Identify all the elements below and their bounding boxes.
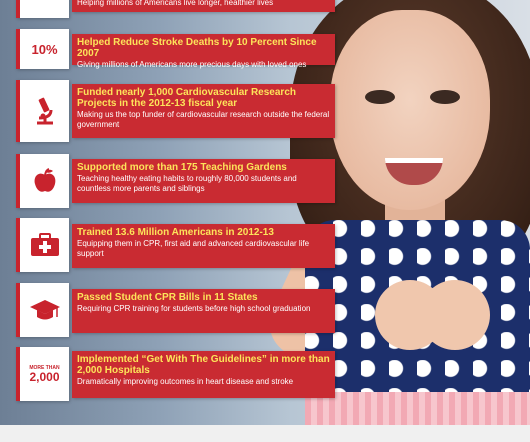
stat-headline: Supported more than 175 Teaching Gardens	[77, 162, 287, 173]
stat-banner	[72, 0, 335, 12]
more-than-label: MORE THAN	[29, 364, 60, 371]
stat-subtext: Giving millions of Americans more precious days with loved ones	[77, 60, 307, 69]
stat-headline: Helped Reduce Stroke Deaths by 10 Percent Since 2007	[77, 37, 317, 59]
stat-tile	[16, 154, 69, 208]
stat-subtext: Dramatically improving outcomes in heart disease and stroke	[77, 377, 294, 386]
stat-tile	[16, 283, 69, 337]
microscope-icon	[32, 96, 58, 126]
stat-subtext: Making us the top funder of cardiovascular research outside the federal government	[77, 110, 330, 129]
stat-subtext: Equipping them in CPR, first aid and advanced cardiovascular life support	[77, 239, 310, 258]
bottom-strip	[0, 425, 530, 442]
heart-hands	[365, 265, 495, 375]
right-eye	[430, 90, 460, 104]
graduation-cap-icon	[29, 298, 61, 322]
stat-tile	[16, 218, 69, 272]
stat-tile	[16, 0, 69, 18]
first-aid-kit-icon	[30, 233, 60, 257]
stat-headline: Trained 13.6 Million Americans in 2012-13	[77, 227, 274, 238]
stat-tile	[16, 347, 69, 401]
percent-value: 10%	[31, 41, 58, 57]
stat-headline: Passed Student CPR Bills in 11 States	[77, 292, 258, 303]
face	[330, 10, 490, 210]
stat-subtext: Helping millions of Americans live longer, healthier lives	[77, 0, 274, 7]
stat-tile	[16, 80, 69, 142]
stat-headline: Implemented “Get With The Guidelines” in more than 2,000 Hospitals	[77, 354, 330, 376]
stat-banner	[72, 351, 335, 398]
stat-banner	[72, 84, 335, 138]
left-eye	[365, 90, 395, 104]
stat-subtext: Requiring CPR training for students before high school graduation	[77, 304, 311, 313]
stat-tile	[16, 29, 69, 69]
smile	[385, 158, 443, 185]
hospital-count: 2,000	[29, 369, 60, 384]
stat-subtext: Teaching healthy eating habits to roughly 80,000 students and countless more parents and siblings	[77, 174, 297, 193]
stat-headline: Funded nearly 1,000 Cardiovascular Research Projects in the 2012-13 fiscal year	[77, 87, 296, 109]
stat-banner	[72, 289, 335, 333]
apple-icon	[31, 167, 59, 195]
stat-banner	[72, 224, 335, 268]
dress-trim	[305, 392, 530, 425]
stat-banner	[72, 159, 335, 203]
stat-banner	[72, 34, 335, 69]
